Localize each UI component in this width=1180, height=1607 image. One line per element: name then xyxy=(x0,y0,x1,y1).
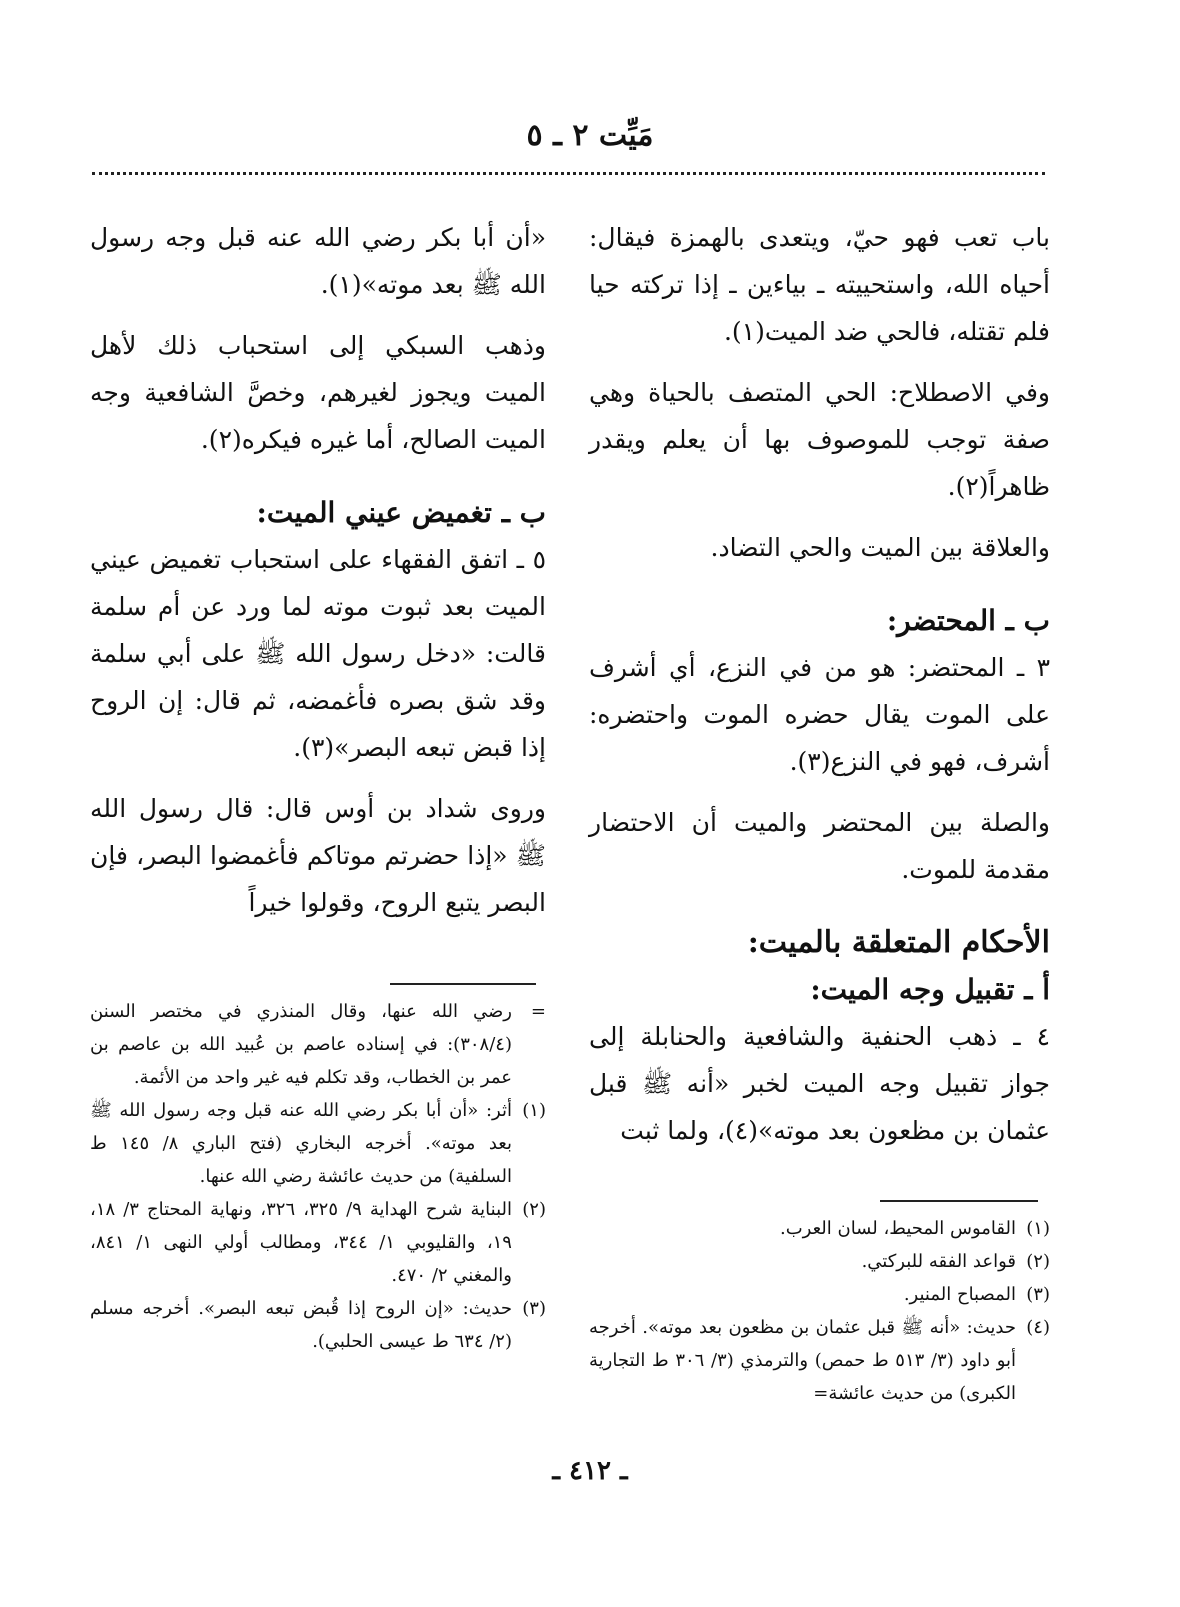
footnote-text: قواعد الفقه للبركتي. xyxy=(861,1251,1016,1272)
footnote xyxy=(589,1278,1050,1311)
footnote-number: = xyxy=(530,1001,546,1022)
paragraph: «أن أبا بكر رضي الله عنه قبل وجه رسول الله ﷺ بعد موته»(١). xyxy=(90,223,546,299)
footnote-number: (١) xyxy=(1026,1218,1050,1239)
footnote-text: القاموس المحيط، لسان العرب. xyxy=(779,1218,1016,1239)
paragraph: باب تعب فهو حيّ، ويتعدى بالهمزة فيقال: أحياه الله، واستحييته ـ بياءين ـ إذا تركته حيا فلم تقتله، فالحي ضد الميت(١). xyxy=(589,223,1050,346)
footnote xyxy=(589,1311,1050,1410)
left-footnotes xyxy=(90,995,546,1358)
footnote-text: حديث: «أنه ﷺ قبل عثمان بن مظعون بعد موته». أخرجه أبو داود (٣/ ٥١٣ ط حمص) والترمذي (٣/ ٣٠٦ ط التجارية الكبرى) من حديث عائشة= xyxy=(589,1317,1017,1404)
footnote-text: حديث: «إن الروح إذا قُبض تبعه البصر». أخرجه مسلم (٢/ ٦٣٤ ط عيسى الحلبي). xyxy=(90,1298,512,1352)
footnote xyxy=(90,995,546,1094)
footnote xyxy=(90,1193,546,1292)
footnote-number: (٢) xyxy=(522,1199,546,1220)
paragraph: والعلاقة بين الميت والحي التضاد. xyxy=(710,533,1050,562)
footnote-number: (٢) xyxy=(1026,1251,1050,1272)
page-number: ـ ٤١٢ ـ xyxy=(552,1456,628,1486)
section-heading: ب ـ تغميض عيني الميت: xyxy=(256,496,546,529)
right-column xyxy=(589,214,1050,1154)
footnote-rule xyxy=(880,1200,1038,1202)
section-heading: ب ـ المحتضر: xyxy=(886,604,1050,637)
footnote-number: (٣) xyxy=(1026,1284,1050,1305)
left-column xyxy=(90,214,546,926)
footnote xyxy=(90,1292,546,1358)
paragraph: وفي الاصطلاح: الحي المتصف بالحياة وهي صفة توجب للموصوف بها أن يعلم ويقدر ظاهراً(٢). xyxy=(589,378,1050,501)
paragraph: ٣ ـ المحتضر: هو من في النزع، أي أشرف على الموت يقال حضره الموت واحتضره: أشرف، فهو في النزع(٣). xyxy=(589,653,1050,776)
footnote xyxy=(589,1245,1050,1278)
paragraph: ٤ ـ ذهب الحنفية والشافعية والحنابلة إلى جواز تقبيل وجه الميت لخبر «أنه ﷺ قبل عثمان بن مظعون بعد موته»(٤)، ولما ثبت xyxy=(589,1022,1050,1145)
footnote xyxy=(589,1212,1050,1245)
footnote-text: رضي الله عنها، وقال المنذري في مختصر السنن (٣٠٨/٤): في إسناده عاصم بن عُبيد الله بن عاصم بن عمر بن الخطاب، وقد تكلم فيه غير واحد من الأئمة. xyxy=(90,1001,512,1088)
paragraph: وذهب السبكي إلى استحباب ذلك لأهل الميت ويجوز لغيرهم، وخصَّ الشافعية وجه الميت الصالح، أما غيره فيكره(٢). xyxy=(90,331,546,454)
page-header: مَيِّت ٢ ـ ٥ xyxy=(526,118,654,153)
footnote-text: أثر: «أن أبا بكر رضي الله عنه قبل وجه رسول الله ﷺ بعد موته». أخرجه البخاري (فتح الباري ٨/ ١٤٥ ط السلفية) من حديث عائشة رضي الله عنها. xyxy=(90,1100,512,1187)
footnote-number: (٣) xyxy=(522,1298,546,1319)
footnote-number: (٤) xyxy=(1026,1317,1050,1338)
footnote-rule xyxy=(390,983,536,985)
right-footnotes xyxy=(589,1212,1050,1410)
paragraph: ٥ ـ اتفق الفقهاء على استحباب تغميض عيني الميت بعد ثبوت موته لما ورد عن أم سلمة قالت: «دخل رسول الله ﷺ على أبي سلمة وقد شق بصره فأغمضه، ثم قال: إن الروح إذا قبض تبعه البصر»(٣). xyxy=(90,545,547,762)
section-heading: الأحكام المتعلقة بالميت: xyxy=(747,925,1050,960)
footnote-text: المصباح المنير. xyxy=(903,1284,1016,1305)
footnote xyxy=(90,1094,546,1193)
footnote-text: البناية شرح الهداية ٩/ ٣٢٥، ٣٢٦، ونهاية المحتاج ٣/ ١٨، ١٩، والقليوبي ١/ ٣٤٤، ومطالب أولي النهى ١/ ٨٤١، والمغني ٢/ ٤٧٠. xyxy=(90,1199,513,1286)
header-divider xyxy=(92,172,1045,175)
paragraph: وروى شداد بن أوس قال: قال رسول الله ﷺ «إذا حضرتم موتاكم فأغمضوا البصر، فإن البصر يتبع الروح، وقولوا خيراً xyxy=(90,794,546,917)
footnote-number: (١) xyxy=(522,1100,546,1121)
paragraph: والصلة بين المحتضر والميت أن الاحتضار مقدمة للموت. xyxy=(589,808,1050,884)
section-heading: أ ـ تقبيل وجه الميت: xyxy=(810,973,1050,1006)
